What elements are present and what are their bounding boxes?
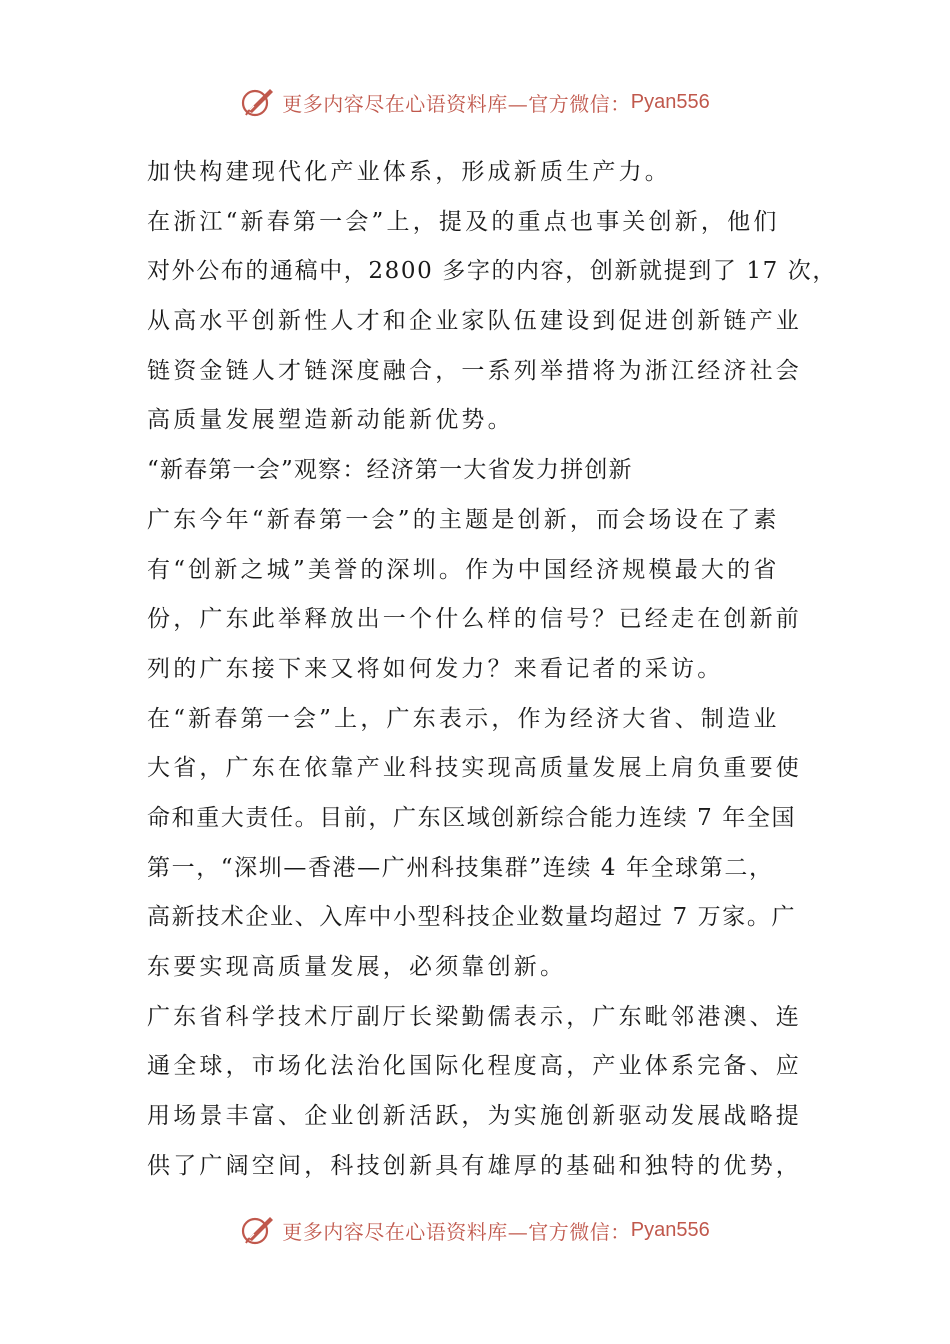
text-line: 链资金链人才链深度融合，一系列举措将为浙江经济社会 <box>147 357 802 384</box>
text-line: 东要实现高质量发展，必须靠创新。 <box>147 954 567 980</box>
text-line: 用场景丰富、企业创新活跃，为实施创新驱动发展战略提 <box>147 1103 802 1130</box>
footer-watermark-banner <box>0 1210 950 1250</box>
header-watermark-banner <box>0 82 950 122</box>
banner-wechat-id: Pyan556 <box>630 90 710 113</box>
section-heading: “新春第一会”观察：经济第一大省发力拼创新 <box>147 457 633 484</box>
text-line: 对外公布的通稿中，2800 多字的内容，创新就提到了 17 次， <box>147 258 837 285</box>
text-line: 在“新春第一会”上，广东表示，作为经济大省、制造业 <box>147 705 780 732</box>
text-line: 在浙江“新春第一会”上，提及的重点也事关创新，他们 <box>147 208 780 235</box>
text-line: 命和重大责任。目前，广东区域创新综合能力连续 7 年全国 <box>147 804 797 831</box>
text-line: 高质量发展塑造新动能新优势。 <box>147 407 514 434</box>
banner-text: 更多内容尽在心语资料库—官方微信： <box>282 91 631 116</box>
text-line: 高新技术企业、入库中小型科技企业数量均超过 7 万家。广 <box>147 904 797 931</box>
text-line: 从高水平创新性人才和企业家队伍建设到促进创新链产业 <box>147 308 802 335</box>
text-line: 加快构建现代化产业体系，形成新质生产力。 <box>147 159 671 185</box>
quill-pen-logo-icon <box>240 84 276 120</box>
document-body <box>147 148 837 1191</box>
text-line: 供了广阔空间，科技创新具有雄厚的基础和独特的优势， <box>147 1152 802 1179</box>
text-line: 份，广东此举释放出一个什么样的信号？已经走在创新前 <box>147 606 802 633</box>
text-line: 通全球，市场化法治化国际化程度高，产业体系完备、应 <box>147 1053 802 1080</box>
banner-wechat-id: Pyan556 <box>630 1218 710 1241</box>
banner-text: 更多内容尽在心语资料库—官方微信： <box>282 1219 631 1244</box>
text-line: 第一，“深圳—香港—广州科技集群”连续 4 年全球第二， <box>147 854 774 881</box>
text-line: 大省，广东在依靠产业科技实现高质量发展上肩负重要使 <box>147 755 802 782</box>
text-line: 有“创新之城”美誉的深圳。作为中国经济规模最大的省 <box>147 556 780 583</box>
text-line: 广东省科学技术厅副厅长梁勤儒表示，广东毗邻港澳、连 <box>147 1003 802 1030</box>
text-line: 列的广东接下来又将如何发力？来看记者的采访。 <box>147 655 724 682</box>
quill-pen-logo-icon <box>240 1212 276 1248</box>
text-line: 广东今年“新春第一会”的主题是创新，而会场设在了素 <box>147 506 780 533</box>
